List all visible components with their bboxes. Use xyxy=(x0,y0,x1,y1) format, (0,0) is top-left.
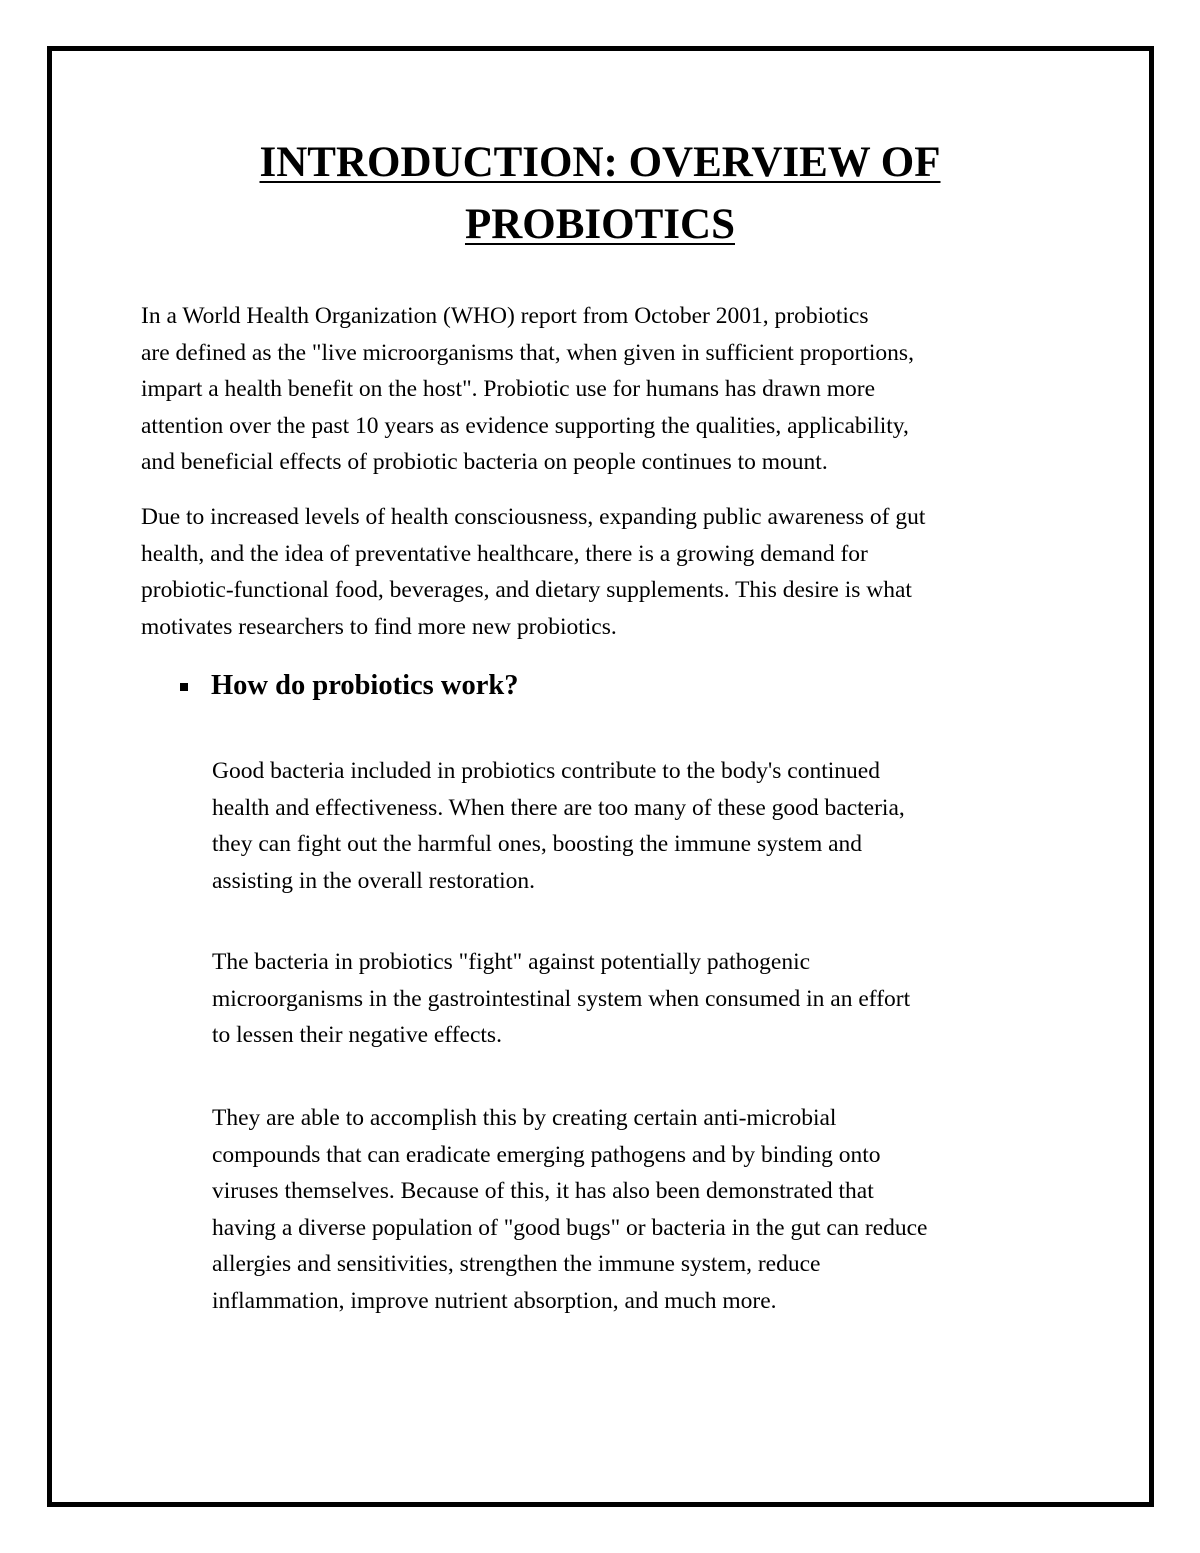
text-line: they can fight out the harmful ones, boosting the immune system and xyxy=(212,831,863,858)
text-line: assisting in the overall restoration. xyxy=(212,867,536,894)
text-line: having a diverse population of "good bugs" or bacteria in the gut can reduce xyxy=(212,1214,928,1241)
text-line: microorganisms in the gastrointestinal system when consumed in an effort xyxy=(212,985,911,1012)
section-paragraph-3 xyxy=(212,1100,927,1320)
text-line: They are able to accomplish this by creating certain anti-microbial xyxy=(212,1105,837,1131)
text-line: The bacteria in probiotics "fight" against potentially pathogenic xyxy=(212,949,811,975)
text-line: Due to increased levels of health consciousness, expanding public awareness of gut xyxy=(141,504,926,530)
text-line: viruses themselves. Because of this, it has also been demonstrated that xyxy=(212,1178,874,1205)
page-title xyxy=(0,132,1200,256)
intro-paragraph-2 xyxy=(141,499,925,645)
text-line: Good bacteria included in probiotics contribute to the body's continued xyxy=(212,758,880,784)
text-line: attention over the past 10 years as evidence supporting the qualities, applicability, xyxy=(141,412,909,439)
section-heading: How do probiotics work? xyxy=(211,670,519,701)
text-line: compounds that can eradicate emerging pathogens and by binding onto xyxy=(212,1141,881,1168)
text-line: to lessen their negative effects. xyxy=(212,1022,502,1049)
text-line: health and effectiveness. When there are too many of these good bacteria, xyxy=(212,794,905,821)
text-line: probiotic-functional food, beverages, and dietary supplements. This desire is what xyxy=(141,577,912,604)
square-bullet-icon xyxy=(180,683,188,691)
title-line-2: PROBIOTICS xyxy=(464,201,735,248)
text-line: are defined as the "live microorganisms that, when given in sufficient proportions, xyxy=(141,339,914,366)
text-line: motivates researchers to find more new probiotics. xyxy=(141,613,617,640)
text-line: In a World Health Organization (WHO) report from October 2001, probiotics xyxy=(141,303,869,329)
intro-paragraph-1 xyxy=(141,298,914,481)
text-line: and beneficial effects of probiotic bacteria on people continues to mount. xyxy=(141,449,828,476)
section-paragraph-1 xyxy=(212,753,905,899)
section-paragraph-2 xyxy=(212,944,910,1054)
title-line-1: INTRODUCTION: OVERVIEW OF xyxy=(259,139,941,186)
text-line: impart a health benefit on the host". Probiotic use for humans has drawn more xyxy=(141,376,875,403)
text-line: inflammation, improve nutrient absorption, and much more. xyxy=(212,1287,777,1314)
text-line: health, and the idea of preventative healthcare, there is a growing demand for xyxy=(141,540,868,567)
text-line: allergies and sensitivities, strengthen the immune system, reduce xyxy=(212,1251,821,1278)
section-heading-row xyxy=(180,666,518,706)
